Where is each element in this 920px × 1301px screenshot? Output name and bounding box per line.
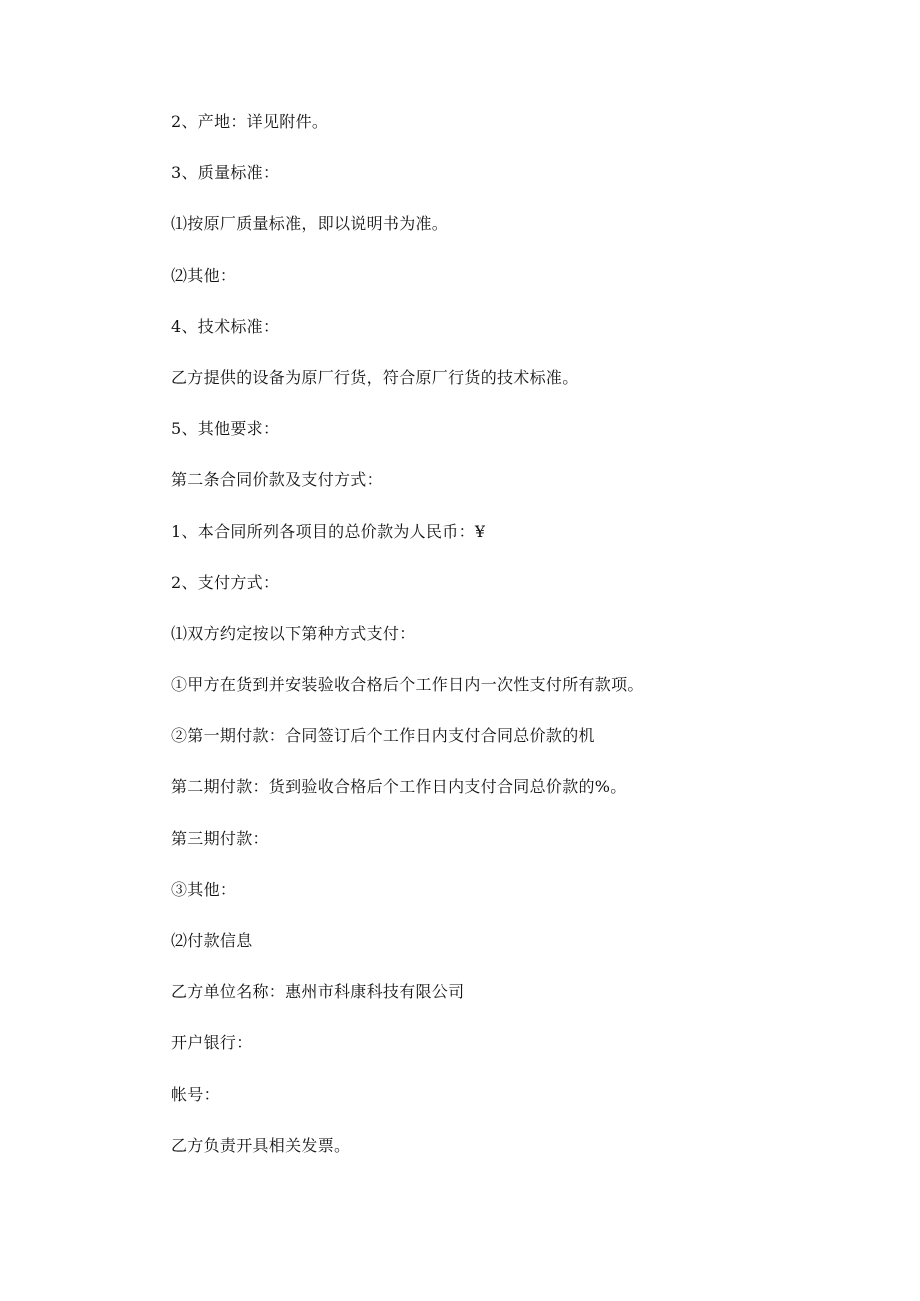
paragraph-quality-manufacturer: ⑴按原厂质量标准，即以说明书为准。 <box>171 214 449 234</box>
paragraph-bank: 开户银行： <box>171 1033 253 1053</box>
paragraph-quality-other: ⑵其他： <box>171 265 237 285</box>
paragraph-total-price: 1、本合同所列各项目的总价款为人民币：¥ <box>171 521 486 541</box>
paragraph-payment-option-one: ①甲方在货到并安装验收合格后个工作日内一次性支付所有款项。 <box>171 675 644 695</box>
paragraph-account-number: 帐号： <box>171 1084 220 1104</box>
heading-quality-standard: 3、质量标准： <box>171 163 280 183</box>
paragraph-first-installment: ②第一期付款：合同签订后个工作日内支付合同总价款的机 <box>171 726 595 746</box>
heading-technical-standard: 4、技术标准： <box>171 316 280 336</box>
paragraph-party-b-name: 乙方单位名称：惠州市科康科技有限公司 <box>171 982 465 1002</box>
paragraph-payment-other: ③其他： <box>171 879 237 899</box>
paragraph-origin: 2、产地：详见附件。 <box>171 112 329 131</box>
heading-payment-info: ⑵付款信息 <box>171 931 253 950</box>
heading-other-requirements: 5、其他要求： <box>171 419 280 439</box>
paragraph-third-installment: 第三期付款： <box>171 828 269 848</box>
paragraph-payment-agreement: ⑴双方约定按以下第种方式支付： <box>171 623 416 643</box>
heading-payment-method: 2、支付方式： <box>171 572 280 592</box>
document-body <box>171 111 871 1186</box>
heading-article-two-price-payment: 第二条合同价款及支付方式： <box>171 470 383 490</box>
paragraph-technical-standard: 乙方提供的设备为原厂行货，符合原厂行货的技术标准。 <box>171 367 579 387</box>
paragraph-invoice: 乙方负责开具相关发票。 <box>171 1135 351 1155</box>
paragraph-second-installment: 第二期付款：货到验收合格后个工作日内支付合同总价款的%。 <box>171 777 627 797</box>
